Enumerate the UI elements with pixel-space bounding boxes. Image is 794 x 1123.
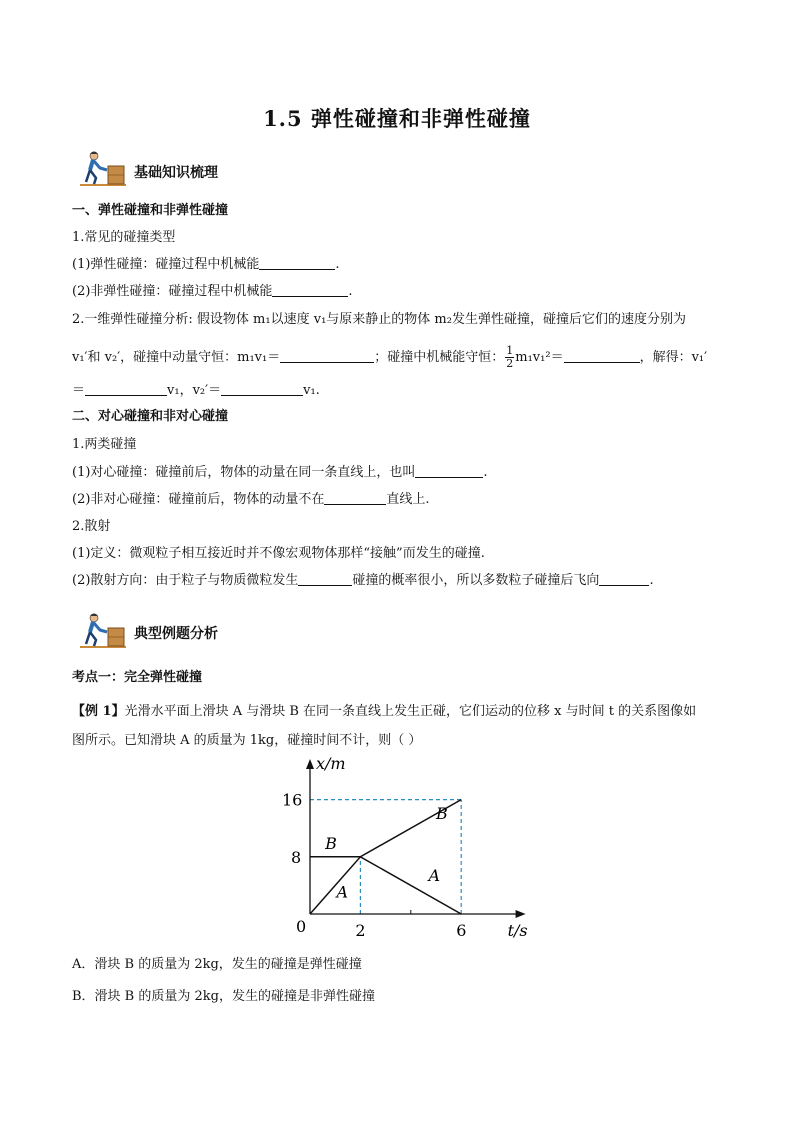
scatter-direction-text-2: 碰撞的概率很小，所以多数粒子碰撞后飞向 [352, 573, 600, 588]
y-tick-label-8: 8 [291, 847, 302, 867]
noncentral-text-end: 直线上. [386, 492, 430, 507]
item-1d-elastic-line3 [72, 382, 320, 400]
section-heading-basics: 基础知识梳理 [134, 165, 218, 181]
page-title: 1.5 弹性碰撞和非弹性碰撞 [263, 106, 531, 131]
equals-sign: ＝ [72, 383, 86, 398]
displacement-time-chart [280, 754, 528, 945]
item-collision-types: 1.常见的碰撞类型 [72, 230, 176, 245]
x-tick-label-2: 2 [355, 921, 366, 940]
y-tick-label-16: 16 [282, 790, 303, 810]
energy-text: ；碰撞中机械能守恒： [374, 350, 505, 365]
scatter-definition: (1)定义：微观粒子相互接近时并不像宏观物体那样“接触”而发生的碰撞. [72, 546, 485, 561]
option-b[interactable]: B．滑块 B 的质量为 2kg，发生的碰撞是非弹性碰撞 [72, 989, 375, 1004]
energy-expr: m₁v₁²＝ [515, 350, 564, 365]
x-axis-arrow [516, 910, 526, 918]
x-tick-label-0: 0 [296, 917, 307, 936]
central-line [72, 464, 488, 482]
central-text: (1)对心碰撞：碰撞前后，物体的动量在同一条直线上，也叫 [72, 465, 416, 480]
test-point-title: 考点一：完全弹性碰撞 [72, 670, 203, 685]
part2-title: 二、对心碰撞和非对心碰撞 [72, 409, 229, 424]
item-1d-elastic-line2 [72, 345, 707, 370]
series-label-B-before: B [325, 833, 337, 853]
central-blank[interactable] [415, 464, 483, 478]
series-label-B-after: B [436, 803, 448, 823]
item-two-collisions: 1.两类碰撞 [72, 437, 137, 452]
scatter-direction-blank[interactable] [599, 572, 649, 586]
x-axis-label: t/s [507, 921, 528, 940]
item-1d-elastic-line1: 2.一维弹性碰撞分析: 假设物体 m₁以速度 v₁与原来静止的物体 m₂发生弹性碰撞，碰撞后它们的速度分别为 [72, 312, 686, 327]
pushing-box-icon [78, 148, 128, 188]
elastic-line [72, 256, 340, 274]
example-text: 光滑水平面上滑块 A 与滑块 B 在同一条直线上发生正碰，它们运动的位移 x 与时间 t 的关系图像如 [124, 704, 697, 719]
v1-result-blank[interactable] [85, 382, 167, 396]
v2-result-blank[interactable] [221, 382, 303, 396]
half-fraction: $\frac{1}{2}$ [506, 344, 514, 370]
scatter-direction-text: (2)散射方向：由于粒子与物质微粒发生 [72, 573, 299, 588]
momentum-text: v₁′和 v₂′，碰撞中动量守恒：m₁v₁＝ [72, 350, 281, 365]
noncentral-blank[interactable] [324, 491, 386, 505]
part1-title: 一、弹性碰撞和非弹性碰撞 [72, 203, 229, 218]
inelastic-text: (2)非弹性碰撞：碰撞过程中机械能 [72, 284, 273, 299]
period: . [483, 465, 488, 480]
y-axis-arrow [306, 759, 314, 769]
solve-text: ，解得：v₁′ [639, 350, 708, 365]
series-label-A-before: A [336, 882, 349, 902]
elastic-text: (1)弹性碰撞：碰撞过程中机械能 [72, 257, 260, 272]
momentum-blank[interactable] [280, 349, 374, 363]
item-scattering: 2.散射 [72, 519, 111, 534]
pushing-box-icon [78, 610, 128, 650]
period: . [649, 573, 654, 588]
noncentral-line [72, 491, 430, 509]
v2-text: v₁，v₂′＝ [167, 383, 222, 398]
y-axis-label: x/m [316, 754, 346, 773]
series-label-A-after: A [428, 866, 441, 886]
example-label: 【例 1】 [72, 704, 125, 719]
noncentral-text: (2)非对心碰撞：碰撞前后，物体的动量不在 [72, 492, 325, 507]
example-line1 [72, 703, 696, 721]
elastic-blank[interactable] [259, 256, 335, 270]
section-heading-examples: 典型例题分析 [134, 626, 218, 642]
x-tick-label-6: 6 [456, 921, 467, 940]
scatter-type-blank[interactable] [298, 572, 352, 586]
v1-unit: v₁. [303, 383, 320, 398]
scatter-direction-line [72, 572, 654, 590]
option-a[interactable]: A．滑块 B 的质量为 2kg，发生的碰撞是弹性碰撞 [72, 957, 362, 972]
inelastic-line [72, 283, 353, 301]
inelastic-blank[interactable] [272, 283, 348, 297]
period: . [348, 284, 353, 299]
example-line2: 图所示。已知滑块 A 的质量为 1kg，碰撞时间不计，则（ ） [72, 733, 422, 748]
period: . [335, 257, 340, 272]
energy-blank[interactable] [564, 349, 640, 363]
